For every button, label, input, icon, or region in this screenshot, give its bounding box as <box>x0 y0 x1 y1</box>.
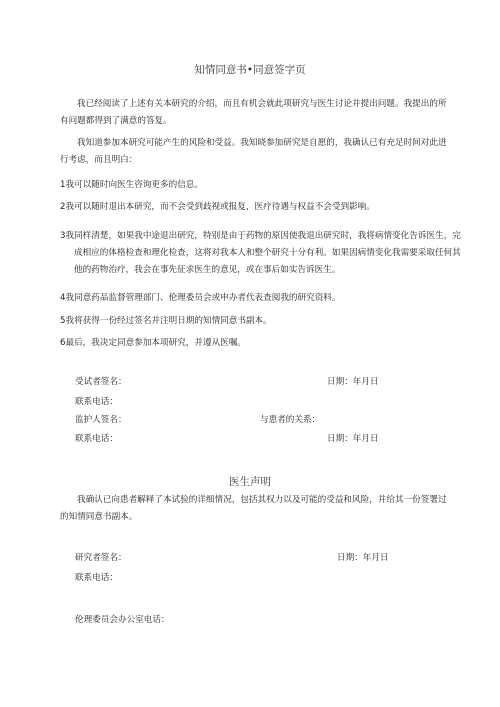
guardian-relation-label: 与患者的关系： <box>260 415 321 425</box>
guardian-signature-label: 监护人签名： <box>75 415 127 425</box>
consent-item-5: 5我将获得一份经过签名并注明日期的知情同意书副本。 <box>60 316 272 326</box>
guardian-date-label: 日期：年月日 <box>327 434 379 444</box>
consent-item-1: 1我可以随时向医生咨询更多的信息。 <box>60 180 203 190</box>
consent-item-4: 4我同意药品监督管理部门、伦理委员会或申办者代表查阅我的研究资料。 <box>60 293 341 303</box>
researcher-date-label: 日期：年月日 <box>337 553 389 563</box>
doctor-statement-title: 医生声明 <box>229 476 271 488</box>
researcher-signature-label: 研究者签名： <box>75 553 127 563</box>
guardian-phone-label: 联系电话： <box>75 434 118 444</box>
consent-item-6: 6最后，我决定同意参加本项研究，并遵从医嘱。 <box>60 338 246 348</box>
subject-phone-label: 联系电话： <box>75 397 118 407</box>
ethics-office-phone-label: 伦理委员会办公室电话： <box>75 615 170 625</box>
researcher-phone-label: 联系电话： <box>75 573 118 583</box>
consent-paragraph-2: 我知道参加本研究可能产生的风险和受益。我知晓参加研究是自愿的，我确认已有充足时间对此进行考虑，而且明白： <box>60 138 447 165</box>
subject-date-label: 日期：年月日 <box>327 377 379 387</box>
consent-paragraph-1: 我已经阅读了上述有关本研究的介绍，而且有机会就此项研究与医生讨论并提出问题。我提出的所有问题都得到了满意的答复。 <box>60 99 447 126</box>
consent-item-2: 2我可以随时退出本研究，而不会受到歧视或报复，医疗待遇与权益不会受到影响。 <box>60 202 375 212</box>
consent-title: 知情同意书•同意签字页 <box>194 64 306 76</box>
subject-signature-label: 受试者签名： <box>75 377 127 387</box>
consent-item-3: 3我同样清楚，如果我中途退出研究，特别是由于药物的原因使我退出研究时，我将病情变化告诉医生，完成相应的体格检查和理化检查，这将对我本人和整个研究十分有利。如果因病情变化我需要采取任何其他的药物治疗，我会在事先征求医生的意见，或在事后如实告诉医生。 <box>60 231 461 275</box>
doctor-statement-paragraph: 我确认已向患者解释了本试验的详细情况，包括其权力以及可能的受益和风险，并给其一份签署过的知情同意书副本。 <box>60 495 447 522</box>
